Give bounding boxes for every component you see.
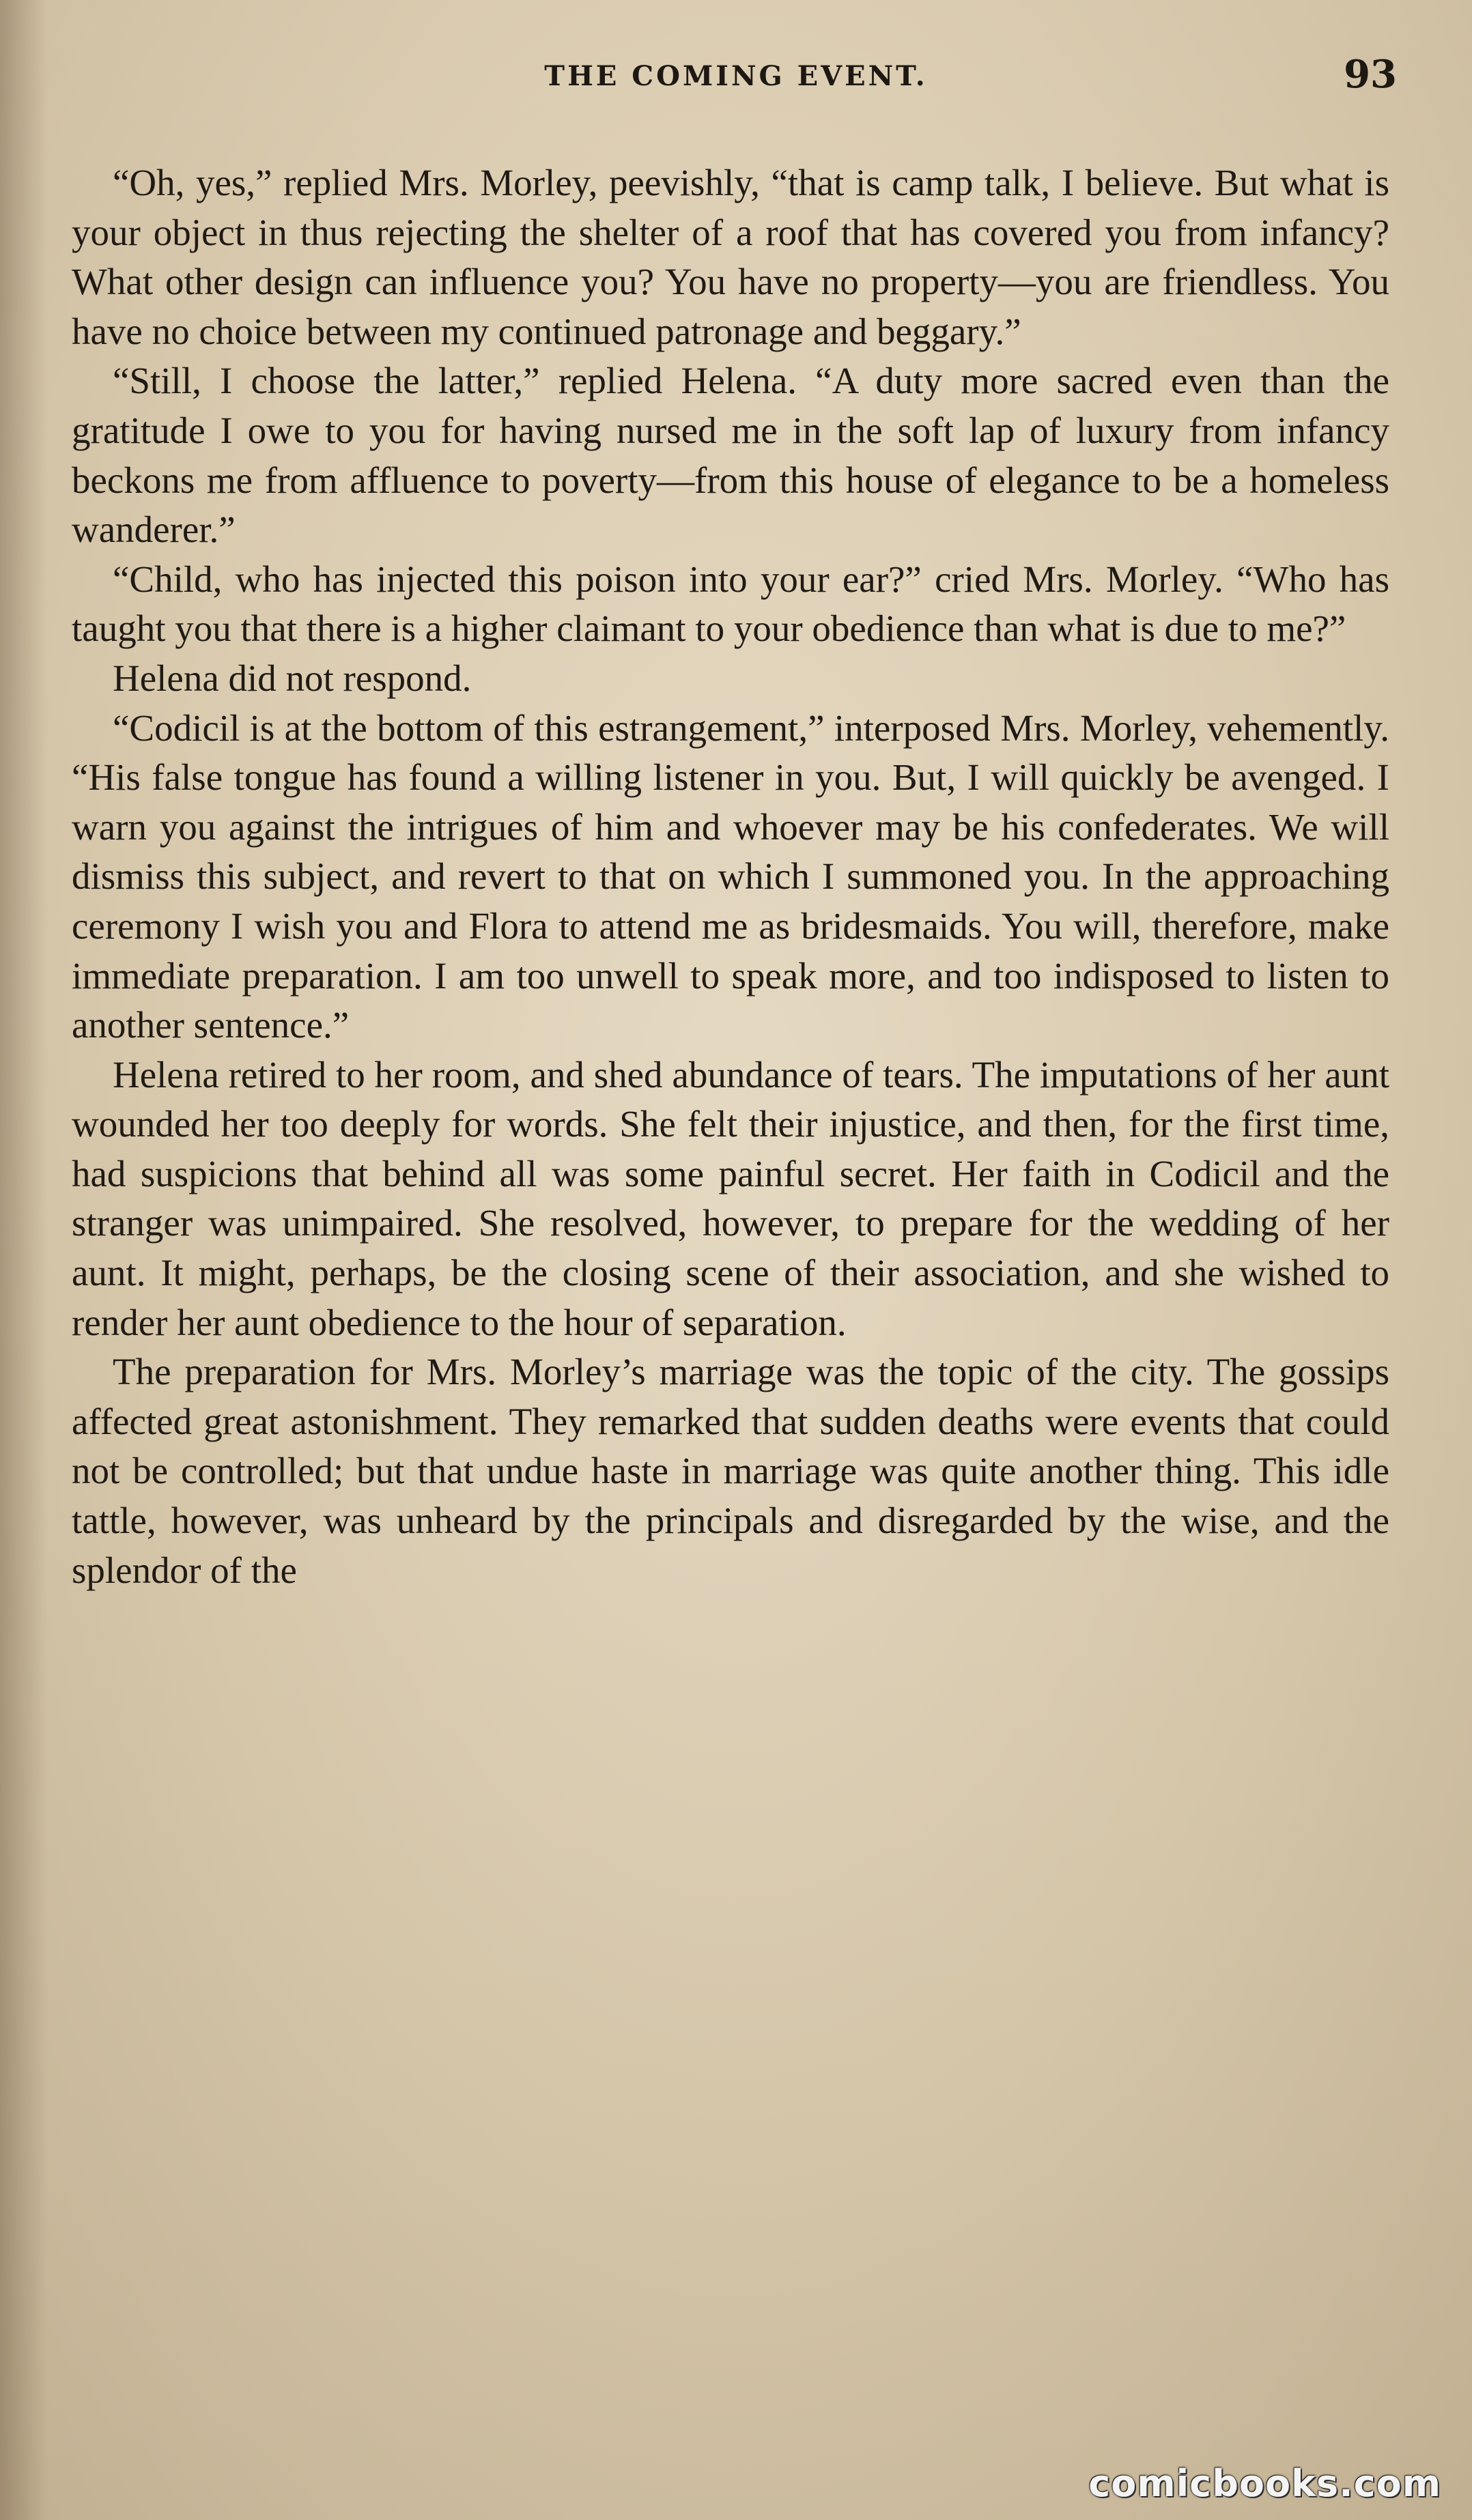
paragraph: “Oh, yes,” replied Mrs. Morley, peevishly, “that is camp talk, I believe. But what is your object in thus rejecting the shelter of a roof that has covered you from infancy? What other design can influence you? You have no property—you are friendless. You have no choice between my continued patronage and beggary.” xyxy=(72,162,1389,352)
page-number: 93 xyxy=(1344,52,1397,97)
paragraph: “Child, who has injected this poison into your ear?” cried Mrs. Morley. “Who has taught you that there is a higher claimant to your obedience than what is due to me?” xyxy=(72,558,1389,650)
paragraph: The preparation for Mrs. Morley’s marriage was the topic of the city. The gossips affected great astonishment. They remarked that sudden deaths were events that could not be controlled; but that undue haste in marriage was quite another thing. This idle tattle, however, was unheard by the principals and disregarded by the wise, and the splendor of the xyxy=(72,1351,1389,1591)
paragraph: Helena retired to her room, and shed abundance of tears. The imputations of her aunt wounded her too deeply for words. She felt their injustice, and then, for the first time, had suspicions that behind all was some painful secret. Her faith in Codicil and the stranger was unimpaired. She resolved, however, to prepare for the wedding of her aunt. It might, perhaps, be the closing scene of their association, and she wished to render her aunt obedience to the hour of separation. xyxy=(72,1053,1389,1343)
paragraph: Helena did not respond. xyxy=(113,657,472,699)
paragraph: “Still, I choose the latter,” replied Helena. “A duty more sacred even than the gratitude I owe to you for having nursed me in the soft lap of luxury from infancy beckons me from affluence to poverty—from this house of elegance to be a homeless wanderer.” xyxy=(72,360,1389,551)
running-title: THE COMING EVENT. xyxy=(544,60,928,92)
body-text xyxy=(72,158,1389,1595)
page-gutter-shadow xyxy=(0,0,48,2520)
paragraph: “Codicil is at the bottom of this estrangement,” interposed Mrs. Morley, vehemently. “His false tongue has found a willing listener in you. But, I will quickly be avenged. I warn you against the intrigues of him and whoever may be his confederates. We will dismiss this subject, and revert to that on which I summoned you. In the approaching ceremony I wish you and Flora to attend me as bridesmaids. You will, therefore, make immediate preparation. I am too unwell to speak more, and too indisposed to listen to another sentence.” xyxy=(72,706,1389,1046)
watermark: comicbooks.com xyxy=(1088,2462,1441,2505)
